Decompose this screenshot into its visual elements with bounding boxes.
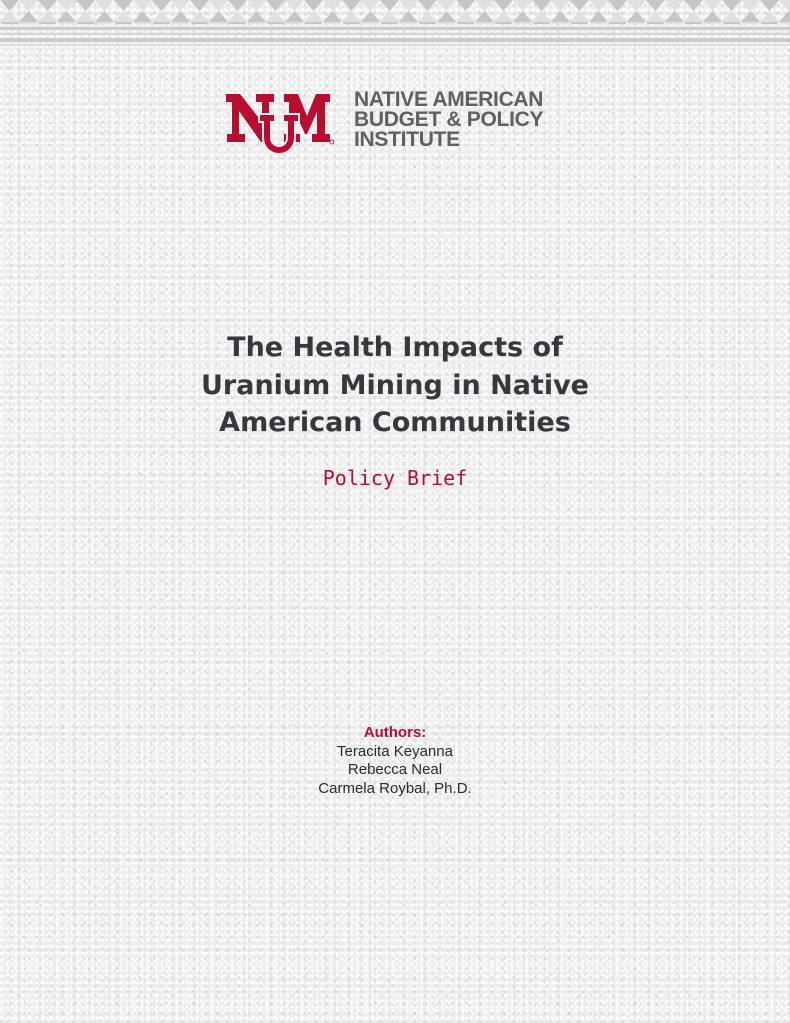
authors-list bbox=[245, 743, 545, 799]
decorative-border-band bbox=[0, 0, 790, 50]
title-line: American Communities bbox=[219, 407, 571, 438]
author-name: Carmela Roybal, Ph.D. bbox=[318, 779, 472, 797]
institute-name bbox=[354, 90, 543, 150]
author-name: Rebecca Neal bbox=[347, 761, 443, 778]
institute-logo bbox=[222, 84, 582, 160]
document-title bbox=[145, 329, 645, 442]
institute-name-line: NATIVE AMERICAN bbox=[354, 88, 544, 111]
title-line: The Health Impacts of bbox=[227, 332, 563, 363]
title-line: Uranium Mining in Native bbox=[200, 369, 589, 401]
institute-name-line: INSTITUTE bbox=[354, 128, 460, 151]
author-name: Teracita Keyanna bbox=[337, 742, 453, 760]
document-subtitle: Policy Brief bbox=[322, 466, 468, 490]
institute-name-line: BUDGET & POLICY bbox=[354, 108, 544, 131]
authors-block bbox=[245, 724, 545, 798]
unm-logo-mark bbox=[222, 84, 338, 158]
authors-heading: Authors: bbox=[363, 724, 427, 741]
